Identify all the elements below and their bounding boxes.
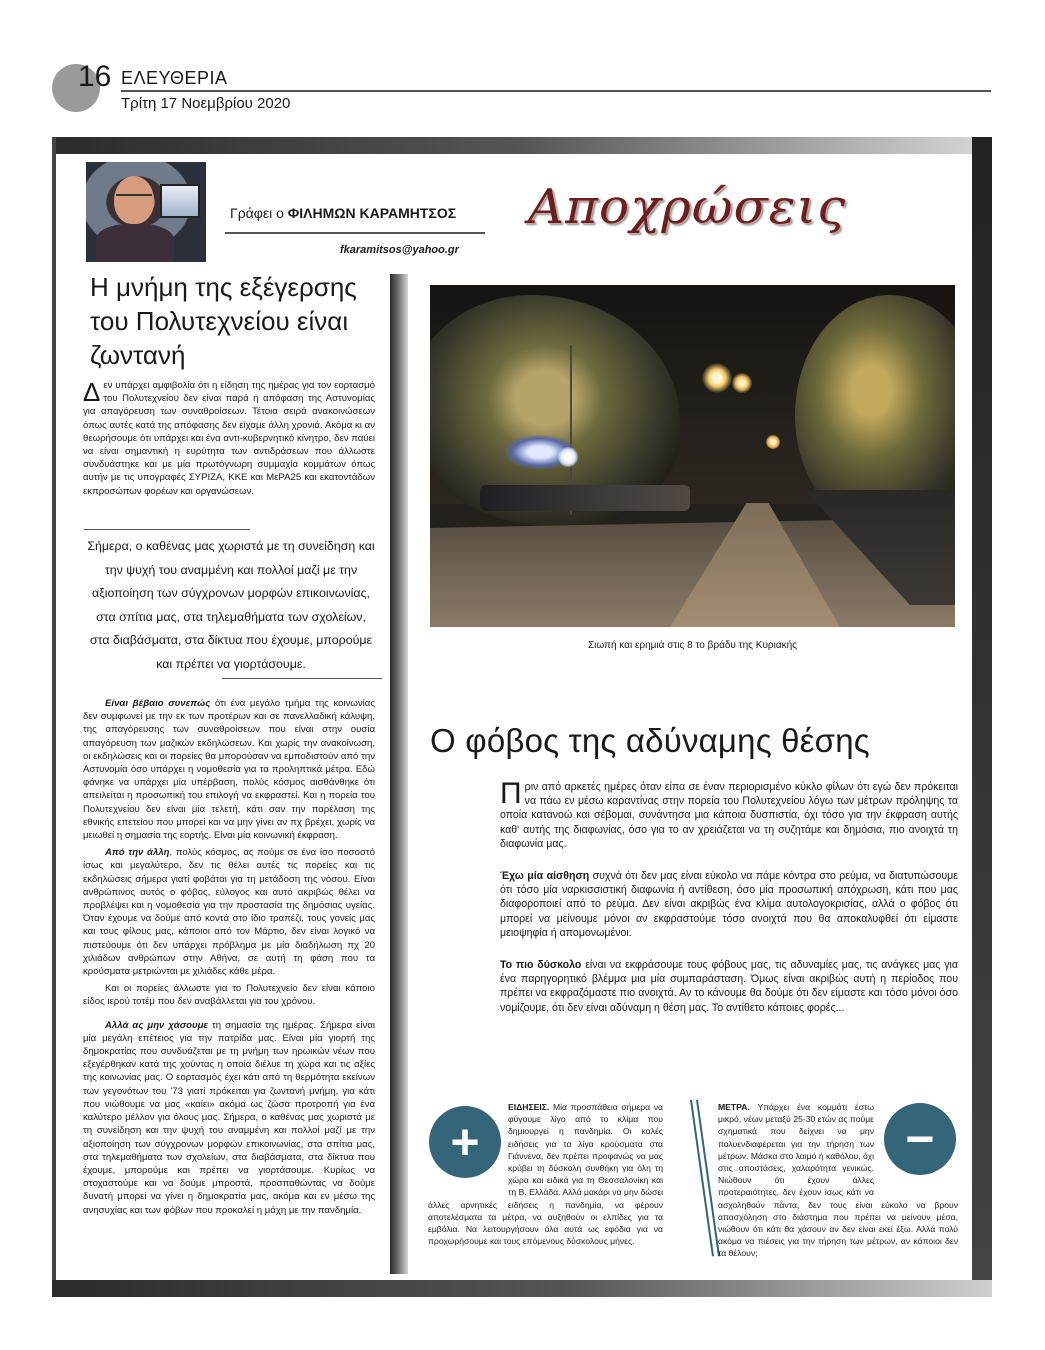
body-paragraph (500, 869, 958, 940)
plus-symbol: + (450, 1114, 480, 1170)
lead-in: Το πιο δύσκολο (500, 959, 582, 972)
parked-cars-left (480, 485, 690, 511)
street-lamp (702, 363, 732, 393)
lead-in: Έχω μία αίσθηση (500, 870, 590, 883)
paragraph-text: , πολύς κόσμος, ας πούμε σε ένα ίσο ποσοστό ίσως και μεγαλύτερο, δεν τις θέλει αυτές τις πορείες και τις εκδηλώσεις σήμερα γιατί φοβάται για τη μετάδοση της νόσου. Είναι ανθρώπινος αυτός ο φόβος, εύλογος και αυτό ακριβώς θέλει να προβλέψει και η νομοθεσία για την προστασία της δημόσιας υγείας. Όταν έχουμε να δούμε από κοντά στο ίδιο τραπέζι, τους γονείς μας και τους φίλους μας, κάποιοι από τον Μάρτιο, δεν είναι λογικό να πιστεύουμε ότι δεν υπάρχει πρόβλημα με μία διαδήλωση πχ 20 χιλιάδων ανθρώπων στην Αθήνα, σε αυτή τη φάση που τα κρούσματα μετριώνται με χιλιάδες κάθε μέρα. (83, 847, 375, 978)
byline-prefix: Γράφει ο (230, 205, 288, 221)
paragraph-text: συχνά ότι δεν μας είναι εύκολο να πάμε κόντρα στο ρεύμα, να διατυπώσουμε ότι τόσο μία ναρκισσιστική διαφωνία ή αντίθεση, όσο μία προσωπική απόχρωση, κάτι που μας διαφοροποιεί από το ρεύμα. Δεν είναι ακριβώς ένα κλίμα αυτολογοκρισίας, αλλά ο φόβος ότι μπορεί να μείνουμε μόνοι αν εκφραστούμε τόσο ανοιχτά που θα αποκαλυφθεί ότι είμαστε μειοψηφία ή απομονωμένοι. (500, 870, 958, 939)
column-logo: Αποχρώσεις (528, 179, 847, 235)
page-number: 16 (78, 60, 112, 93)
street-lamp (766, 435, 780, 449)
pull-quote-rule-top (84, 529, 250, 530)
author-body-shape (96, 224, 174, 262)
frame-left-bar (52, 137, 56, 1297)
plus-box-lead: ΕΙΔΗΣΕΙΣ. (508, 1102, 550, 1112)
dropcap: Π (500, 777, 522, 810)
right-headline: Ο φόβος της αδύναμης θέσης (430, 722, 870, 759)
newspaper-name: ΕΛΕΥΘΕΡΙΑ (121, 68, 228, 88)
column-divider (390, 274, 408, 1274)
body-paragraph (83, 697, 375, 842)
lead-in: Αλλά ας μην χάσουμε (105, 1019, 208, 1031)
author-email[interactable]: fkaramitsos@yahoo.gr (340, 244, 459, 256)
lead-in: Είναι βέβαιο συνεπώς (105, 698, 211, 709)
paragraph-text: ότι ένα μεγάλο τμήμα της κοινωνίας δεν συμφωνεί με την εκ των προτέρων και σε πανελλαδική κάλυψη, της απαγόρευσης των συναθροίσεων που είναι στην ουσία απαγόρευση των μαζικών εκδηλώσεων. Και χωρίς την ανακοίνωση, οι εκδηλώσεις και οι πορείες θα μπορούσαν να εμποδιστούν από την Αστυνομία όσο υπάρχει η νομοθεσία για τα προληπτικά μέτρα. Εδώ φάνηκε να υπάρχει μία υπέρβαση, πολύς κόσμος αισθάνθηκε ότι απειλείται η προσωπική του επιλογή να εκφραστεί. Και η πορεία του Πολυτεχνείου δεν είναι μία τελετή, κάτι σαν την παρέλαση της εθνικής επετείου που μπορεί και να μην γίνει αν πχ βρέχει, χωρίς να μειωθεί η σημασία της εορτής. Είναι μία κοινωνική έκφραση. (83, 698, 375, 842)
box-separator (690, 1100, 714, 1257)
plus-icon (429, 1106, 501, 1178)
frame-right-bar (972, 137, 992, 1297)
minus-icon (884, 1103, 956, 1175)
minus-box-lead: ΜΕΤΡΑ. (718, 1102, 750, 1112)
lead-in: Από την άλλη (105, 847, 170, 859)
minus-box-body: Υπάρχει ένα κομμάτι έστω μικρό, νέων μεταξύ 25-30 ετών ας πούμε σχηματικά που δείχνει να μην πολυενδιαφέρεται για την τήρηση των μέτρων. Μάσκα στο λαιμό ή καθόλου, όχι στις αποστάσεις, χαλαρότητα γενικώς. Νιώθουν ότι έχουν άλλες προτεραιότητες, δεν έχουν ίσως κάτι να ασχοληθούν πάντα, δεν τους είναι εύκολο να βρουν απασχόληση στο διάστημα που πρέπει να μείνουν μέσα, νιώθουν ότι κάτι θα χάσουν αν δεν είναι εκεί έξω. Αλλά πολύ ακόμα να πιέσεις για την τήρηση των μέτρων, αν κάποιοι δεν τα θέλουν; (718, 1102, 958, 1259)
body-paragraph (500, 777, 958, 851)
paragraph-text: ριν από αρκετές ημέρες όταν είπα σε έναν περιορισμένο κύκλο φίλων ότι εγώ δεν πρόκειται να πάω εν μέσω καραντίνας στην πορεία του Πολυτεχνείου λόγω των μέτρων πρόληψης τα οποία κατανοώ και σέβομαι, συνάντησα μια κάποια δυσπιστία, όχι τόσο για την έκφραση αυτής καθ' αυτής της διαφωνίας, όσο για το αν χρειάζεται να τη συζητάμε και δημόσια, πιο ανοιχτά τη διαφωνία μας. (500, 781, 958, 850)
header-rule (121, 90, 991, 92)
pull-quote: Σήμερα, ο καθένας μας χωριστά με τη συνείδηση και την ψυχή του αναμμένη και πολλοί μαζί με την αξιοποίηση των σύγχρονων μορφών επικοινωνίας, στα σπίτια μας, στα τηλεμαθήματα των σχολείων, στα διαβάσματα, στα δίκτυα που έχουμε, μπορούμε και πρέπει να γιορτάσουμε. (87, 539, 375, 671)
street-photo (430, 285, 955, 627)
body-paragraph (83, 982, 375, 1008)
issue-date: Τρίτη 17 Νοεμβρίου 2020 (121, 95, 291, 112)
street-lamp (558, 447, 578, 467)
minus-symbol: − (905, 1111, 935, 1167)
photo-caption: Σιωπή και ερημιά στις 8 το βράδυ της Κυριακής (587, 640, 797, 651)
left-lead-paragraph (83, 379, 375, 498)
left-body (83, 697, 375, 1221)
byline (230, 205, 456, 221)
right-body (500, 777, 958, 1033)
dropcap: Δ (83, 377, 101, 407)
pull-quote-rule-bottom (222, 678, 382, 679)
monitor-shape (160, 184, 200, 218)
left-headline: Η μνήμη της εξέγερσης του Πολυτεχνείου είναι ζωντανή (90, 272, 357, 370)
frame-top-bar (52, 137, 992, 154)
body-paragraph (83, 1019, 375, 1217)
paragraph-text: τη σημασία της ημέρας. Σήμερα είναι μία μεγάλη επέτειος για την πατρίδα μας. Είναι μία γιορτή της δημοκρατίας που συνδυάζεται με τη μνήμη των ηρωικών νέων που εξεγέρθηκαν κατά της χούντας η οποία διέλυε τη χώρα και τις αξίες της κοινωνίας μας. Ο εορτασμός έχει κάτι από τη θερμότητα εκείνων των γεγονότων του '73 γιατί πρόκειται για ζωντανή μνήμη, για κάτι που νιώθουμε να μας «καίει» ακόμα ως ζώσα προτροπή για ένα καλύτερο μέλλον για όλους μας. Σήμερα, ο καθένας μας χωριστά με τη συνείδηση και την ψυχή του αναμμένη και πολλοί μαζί με την αξιοποίηση των σύγχρονων μορφών επικοινωνίας, στα σπίτια μας, στα τηλεμαθήματα των σχολείων, στα διαβάσματα, στα δίκτυα που έχουμε, μπορούμε και πρέπει να γιορτάσουμε. Κυρίως να στοχαστούμε και να δούμε μπροστά, προσπαθώντας να δούμε δυνατή μπορεί να γίνει η δημοκρατία μας, ακόμα και εν μέσω της ανησυχίας και των φόβων που προκαλεί η μάχη με την πανδημία. (83, 1019, 376, 1216)
byline-rule (225, 232, 485, 234)
lead-text: εν υπάρχει αμφιβολία ότι η είδηση της ημέρας για τον εορτασμό του Πολυτεχνείου δεν είναι παρά η απόφαση της Αστυνομίας για απαγόρευση των συναθροίσεων. Τέτοια σειρά ανακοινώσεων όπως αυτές κατά της απόφασης δεν είχαμε άλλη χρονιά. Ακόμα κι αν θεωρήσουμε ότι υπάρχει και ένα αντι-κυβερνητικό κίνητρο, δεν παύει να είναι σημαντική η ευρύτητα των αντιδράσεων που άλλωστε συνδυάστηκε και με μία πρωτόγνωρη συμμαχία κομμάτων όπως αυτήν με τις υπογραφές ΣΥΡΙΖΑ, ΚΚΕ και ΜεΡΑ25 και εκατοντάδων εκπροσώπων φορέων και οργανώσεων. (83, 380, 375, 497)
paragraph-text: Και οι πορείες άλλωστε για το Πολυτεχνείο δεν είναι κάποιο είδος ιερού τοτέμ που δεν αναβάλλεται για του χρόνου. (83, 983, 375, 1008)
street-lamp (732, 373, 752, 393)
glasses-shape (116, 194, 152, 200)
body-paragraph (500, 958, 958, 1015)
author-photo (86, 162, 206, 262)
body-paragraph (83, 846, 375, 978)
paragraph-text: είναι να εκφράσουμε τους φόβους μας, τις αδυναμίες μας, τις ανάγκες μας για ένα παρηγορητικό βλέμμα μια μία συμπαράσταση. Όμως είναι ακριβώς αυτή η περίοδος που πρέπει να εκφραζόμαστε πιο ανοιχτά. Αν το κάνουμε θα δούμε ότι δεν είμαστε και τόσο μόνοι όσο νομίζουμε, ότι δεν είναι αδύναμη η θέση μας. Το αντίθετο κάποιες φορές... (500, 959, 958, 1014)
plus-box-body: Μία προσπάθεια σήμερα να φύγουμε λίγο από το κλίμα που δημιουργεί η πανδημία. Οι καλές ειδήσεις για τα λίγα κρούσματα στα Γιάννενα, δεν πρέπει προφανώς να μας κρύβει τη δύσκολη συνθήκη για όλη τη χώρα και ειδικά για τη Θεσσαλονίκη και τη Β. Ελλάδα. Αλλά μακάρι να μην δώσει άλλες αρνητικές ειδήσεις η πανδημία, να φέρουν αποτελέσματα τα μέτρα, να αυξηθούν οι ελπίδες για τα εμβόλια. Να λειτουργήσουν όλα αυτά ως εφόδια για να προχωρήσουμε και τους επόμενους δύσκολους μήνες. (428, 1102, 663, 1247)
author-head-shape (114, 176, 154, 224)
frame-bottom-bar (52, 1280, 992, 1297)
author-name: ΦΙΛΗΜΩΝ ΚΑΡΑΜΗΤΣΟΣ (287, 205, 457, 221)
